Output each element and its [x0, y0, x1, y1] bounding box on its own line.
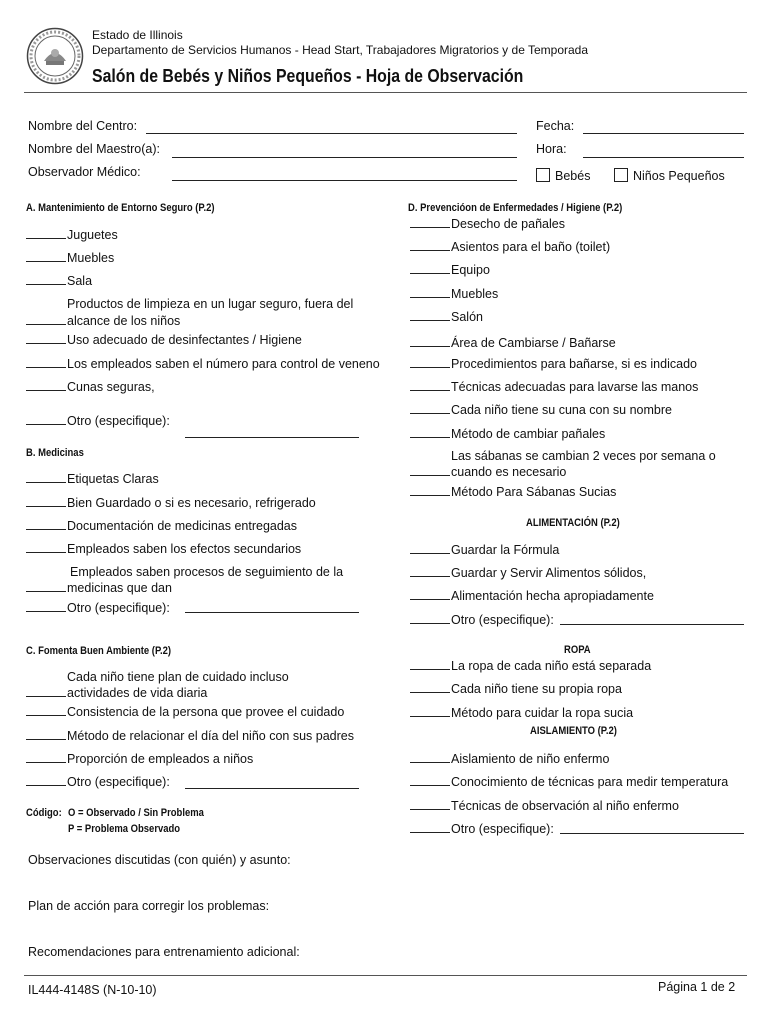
mark-blank[interactable]	[410, 785, 450, 786]
mark-blank[interactable]	[26, 238, 66, 239]
mark-blank[interactable]	[410, 227, 450, 228]
mark-blank[interactable]	[26, 696, 66, 697]
mark-blank[interactable]	[26, 261, 66, 262]
mark-blank[interactable]	[410, 576, 450, 577]
mark-blank[interactable]	[26, 611, 66, 612]
page-title: Salón de Bebés y Niños Pequeños - Hoja de Observación	[92, 66, 524, 86]
mark-blank[interactable]	[26, 529, 66, 530]
mark-blank[interactable]	[26, 284, 66, 285]
date-label: Fecha:	[536, 119, 575, 133]
mark-blank[interactable]	[410, 716, 450, 717]
other-specify-field[interactable]	[185, 612, 359, 613]
toddlers-label: Niños Pequeños	[633, 169, 725, 183]
follow-line1: Empleados saben procesos de seguimiento de la	[70, 565, 344, 579]
mark-blank[interactable]	[410, 809, 450, 810]
mark-blank[interactable]	[26, 367, 66, 368]
department-name: Departamento de Servicios Humanos - Head Start, Trabajadores Migratorios y de Temporada	[92, 43, 589, 57]
mark-blank[interactable]	[410, 250, 450, 251]
mark-blank[interactable]	[410, 832, 450, 833]
mark-blank[interactable]	[410, 346, 450, 347]
form-id: IL444-4148S (N-10-10)	[28, 983, 157, 997]
mark-blank[interactable]	[410, 320, 450, 321]
mark-blank[interactable]	[26, 762, 66, 763]
discussed-prompt: Observaciones discutidas (con quién) y asunto:	[28, 853, 291, 867]
mark-blank[interactable]	[26, 715, 66, 716]
feeding-title: ALIMENTACIÓN (P.2)	[526, 517, 620, 529]
date-field[interactable]	[583, 133, 744, 134]
isolation-title: AISLAMIENTO (P.2)	[530, 725, 617, 737]
code-problem: P = Problema Observado	[68, 823, 181, 835]
toddlers-checkbox[interactable]	[614, 168, 725, 183]
mark-blank[interactable]	[410, 273, 450, 274]
other-specify-field[interactable]	[560, 833, 744, 834]
page-number: Página 1 de 2	[658, 980, 736, 994]
mark-blank[interactable]	[410, 297, 450, 298]
section-a-title: A. Mantenimiento de Entorno Seguro (P.2)	[26, 202, 215, 214]
training-prompt: Recomendaciones para entrenamiento adicional:	[28, 945, 300, 959]
section-d-title: D. Prevencióon de Enfermedades / Higiene (P.2)	[408, 202, 623, 214]
other-specify-field[interactable]	[560, 624, 744, 625]
mark-blank[interactable]	[410, 692, 450, 693]
mark-blank[interactable]	[410, 669, 450, 670]
time-label: Hora:	[536, 142, 567, 156]
mark-blank[interactable]	[410, 599, 450, 600]
plan-line1: Cada niño tiene plan de cuidado incluso	[67, 670, 289, 684]
mark-blank[interactable]	[410, 553, 450, 554]
clothing-title: ROPA	[564, 644, 591, 656]
mark-blank[interactable]	[26, 482, 66, 483]
mark-blank[interactable]	[26, 506, 66, 507]
mark-blank[interactable]	[410, 437, 450, 438]
mark-blank[interactable]	[410, 413, 450, 414]
illinois-seal-icon	[26, 27, 84, 85]
mark-blank[interactable]	[26, 343, 66, 344]
mark-blank[interactable]	[26, 390, 66, 391]
mark-blank[interactable]	[410, 475, 450, 476]
mark-blank[interactable]	[410, 762, 450, 763]
sheets-line1: Las sábanas se cambian 2 veces por semana o	[451, 449, 716, 463]
teacher-name-field[interactable]	[172, 157, 517, 158]
checkbox-icon[interactable]	[536, 168, 550, 182]
checkbox-icon[interactable]	[614, 168, 628, 182]
mark-blank[interactable]	[26, 785, 66, 786]
observer-field[interactable]	[172, 180, 517, 181]
section-c-title: C. Fomenta Buen Ambiente (P.2)	[26, 645, 172, 657]
code-observed: O = Observado / Sin Problema	[68, 807, 204, 819]
header-divider	[24, 92, 747, 93]
mark-blank[interactable]	[26, 324, 66, 325]
footer-divider	[24, 975, 747, 976]
mark-blank[interactable]	[26, 591, 66, 592]
mark-blank[interactable]	[410, 390, 450, 391]
other-specify-field[interactable]	[185, 788, 359, 789]
mark-blank[interactable]	[26, 552, 66, 553]
action-plan-prompt: Plan de acción para corregir los problemas:	[28, 899, 270, 913]
section-b-title: B. Medicinas	[26, 447, 84, 459]
agency-name: Estado de Illinois	[92, 28, 183, 42]
mark-blank[interactable]	[26, 424, 66, 425]
observer-label: Observador Médico:	[28, 165, 141, 179]
center-name-field[interactable]	[146, 133, 517, 134]
mark-blank[interactable]	[410, 367, 450, 368]
babies-label: Bebés	[555, 169, 591, 183]
mark-blank[interactable]	[410, 623, 450, 624]
mark-blank[interactable]	[410, 495, 450, 496]
cleaning-line1: Productos de limpieza en un lugar seguro, fuera del	[67, 297, 354, 311]
center-name-label: Nombre del Centro:	[28, 119, 138, 133]
mark-blank[interactable]	[26, 739, 66, 740]
time-field[interactable]	[583, 157, 744, 158]
other-specify-field[interactable]	[185, 437, 359, 438]
code-label: Código:	[26, 807, 62, 819]
babies-checkbox[interactable]	[536, 168, 590, 183]
teacher-name-label: Nombre del Maestro(a):	[28, 142, 160, 156]
